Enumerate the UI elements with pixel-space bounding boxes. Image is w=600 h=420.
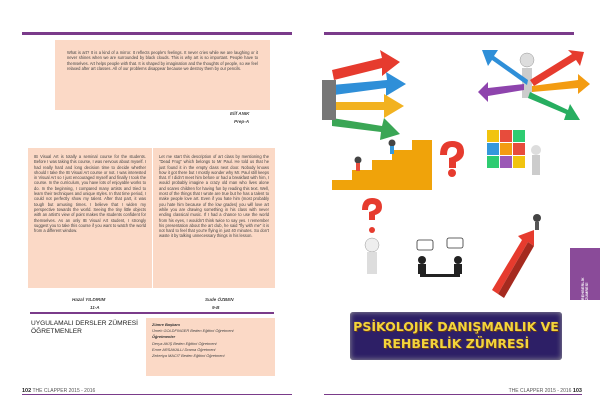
discussion-image — [417, 238, 463, 277]
column-1-author: Hazal YILDIRIM — [72, 297, 106, 302]
staff-list-box — [146, 318, 275, 376]
page-number-left: 102 — [22, 388, 32, 394]
section-rule — [30, 312, 274, 314]
section-tab — [570, 248, 600, 300]
puzzle-cube-image — [487, 130, 541, 175]
column-1-class: 11-A — [90, 305, 100, 310]
staff-members-heading: Öğretmenler — [152, 334, 176, 340]
stairs-image — [332, 140, 432, 191]
footer-right — [509, 388, 582, 394]
intro-text-box — [55, 40, 270, 110]
footer-rule-left — [22, 394, 292, 395]
signpost-image — [478, 50, 590, 120]
footer-text-left: THE CLAPPER 2015 - 2016 — [32, 388, 96, 394]
section-banner-title: PSİKOLOJİK DANIŞMANLIK VE REHBERLİK ZÜMRESİ — [353, 319, 559, 351]
article-column-1 — [28, 148, 152, 288]
growth-arrow-image — [492, 214, 541, 298]
intro-text: What is art? It is a kind of a mirror. It reflects people's feelings. It never cries while we are laughing or it never shines when we are surrounded by black clouds. This is why art is so important. People have to themselves. Art helps people with that. It is shaped by imagination and the thoughts of people, so we feel relaxed after art classes. All of our problems disappear because we destroy them by our pencils. — [67, 50, 258, 71]
article-column-2 — [153, 148, 275, 288]
column-2-author: Sude ÖZBEN — [205, 297, 234, 302]
column-2-class: 9-B — [212, 305, 220, 310]
top-rule-right — [324, 32, 574, 35]
department-title: UYGULAMALI DERSLER ZÜMRESİ ÖĞRETMENLER — [31, 320, 138, 335]
staff-heading: Zümre Başkanı — [152, 322, 180, 327]
footer-left — [22, 388, 95, 394]
section-tab-label: REHBERLİK ZÜMRESİ — [581, 277, 589, 300]
staff-member: Derya AKIŞ Beden Eğitimi Öğretmeni — [152, 340, 217, 346]
page-number-right: 103 — [572, 388, 582, 394]
intro-class: Prep-A — [234, 119, 250, 124]
footer-text-right: THE CLAPPER 2015 - 2016 — [508, 388, 572, 394]
staff-member: Zekeriya MACIT Beden Eğitimi Öğretmeni — [152, 353, 225, 359]
illustration-collage — [322, 40, 592, 320]
question-mark-image — [440, 141, 464, 177]
intro-author: Elif ANIK — [230, 111, 250, 116]
staff-member: Emre ARSAKALLI Drama Öğretmeni — [152, 346, 216, 352]
thinking-person-image — [362, 198, 382, 274]
top-rule — [22, 32, 292, 35]
column-1-text: IB Visual Art is totally a seminal course for the students. Before I was taking this course, I was nervous about myself. I had really hard and long decision time to decide whether should I take the IB Visual Art course or not. I was interested in Visual Art so I just encouraged myself and finally I took the course. In the curriculum, you have lots of enjoyable works to do. In the beginning, I compared many artists and tried to learn their techniques and unique styles. In that time period, I could not perfectly show my talent. After that part, it was tough but amusing times. I believe that I widen my perspective towards the world. Seeing the tiny little objects with an artist's view of point makes the students confident for themselves. As an only IB Visual Art student, I strongly suggest you to take this course if you want to watch the world from a different window. — [34, 154, 146, 234]
staff-head-name: Ümeh GOLDFINGER Beden Eğitimi Öğretmeni — [152, 328, 234, 334]
footer-rule-right — [324, 394, 582, 395]
column-2-text: Let me start this description of art class by mentioning the "Dead Frog" which belongs to Mr Paul. He told us that he just found it in the empty class next door. Nobody knows how it got there but I mostly wonder why Mr. Paul still keeps that. If I didn't meet him before or had a breakfast with him, I would probably imagine a crazy old man who lives alone and scares children for having fun by reading this text. Well, most of the things that I wrote are true but he has a talent to make people love art. Even if you hate him (most probably you hate him because of the low grades) you will love art while you are drawing something in his class with never ending classical music. If I had a chance to use the world from his eyes, I wouldn't think twice to say yes. I remember his presentation about the art club, he said "fly with me" it is not hard to feel that you're flying in just 40 minutes. So don't waste it by talking unnecessary things in his lesson. — [159, 154, 269, 239]
arrows-image — [322, 50, 406, 140]
